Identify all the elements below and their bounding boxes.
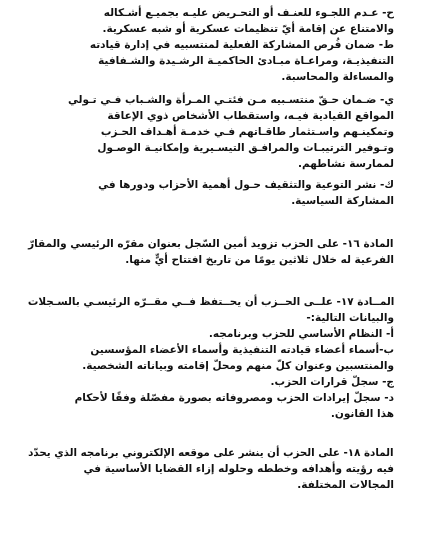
text-line: المشاركة السياسية.: [291, 195, 394, 207]
list-item: أ- النظام الأساسي للحزب وبرنامجه.: [208, 328, 394, 340]
text-line: ط- ضمان فُرص المشاركة الفعلية لمنتسبيه في إدارة قيادته: [89, 39, 394, 51]
list-item: هذا القانون.: [330, 408, 394, 420]
text-line: ح- عـدم اللجـوء للعنـف أو التحـريض عليـه بجميـع أشـكاله: [103, 7, 394, 19]
text-line: لممارسة نشاطهم.: [298, 158, 394, 170]
list-item: ج- سجلّ قرارات الحزب.: [270, 376, 394, 388]
text-line: المواقع القيادية فيـه، واستقطاب الأشخاص ذوي الإعاقة: [107, 110, 394, 122]
text-line: والمساءلة والمحاسبة.: [281, 71, 394, 83]
article-line: المادة ١٨- على الحزب أن ينشر على موقعه الإلكتروني برنامجه الذي يحدّد: [28, 447, 394, 459]
article-line: المادة ١٦- على الحزب تزويد أمين السّجل بعنوان مقرّه الرئيسي والمقارّ: [28, 238, 394, 250]
article-line: الفرعية له خلال ثلاثين يومًا من تاريخ افتتاح أيٍّ منها.: [125, 254, 394, 266]
article-line: المــادة ١٧- علــى الحــزب أن يحــتفظ فــي مقــرّه الرئيسـي بالسـجلات: [27, 296, 394, 308]
list-item: د- سجلّ إيرادات الحزب ومصروفاته بصورة مفصّلة وفقًا لأحكام: [74, 392, 394, 404]
text-line: وتـوفير الترتيبـات والمرافـق التيسـيرية وإمكانيـة الوصـول: [97, 142, 394, 154]
list-item: ب-أسماء أعضاء قيادته التنفيذية وأسماء الأعضاء المؤسسين: [90, 344, 394, 356]
text-line: ي- ضـمان حـقّ منتسـبيه مـن فئتـي المـرأة والشـباب فـي تـولي: [67, 94, 394, 106]
article-line: المجالات المختلفة.: [297, 479, 394, 491]
text-line: والامتناع عن إقامة أيّ تنظيمات عسكرية أو شبه عسكرية.: [102, 23, 394, 35]
text-line: ك- نشر التوعية والتثقيف حـول أهمية الأحزاب ودورها في: [98, 179, 394, 191]
text-line: وتمكينـهم واسـتثمار طاقـاتهم فـي خدمـة أهـداف الحـزب: [100, 126, 394, 138]
article-line: فيه رؤيته وأهدافه وخططه وحلوله إزاء القضايا الأساسية في: [83, 463, 394, 475]
list-item: والمنتسبين وعنوان كلّ منهم ومحلّ إقامته وبياناته الشخصية.: [82, 360, 394, 372]
article-line: والبيانات التالية:-: [306, 312, 394, 324]
text-line: التنفيذيـة، ومراعـاة مبـادئ الحاكميـة الرشـيدة والشـفافية: [98, 55, 394, 67]
